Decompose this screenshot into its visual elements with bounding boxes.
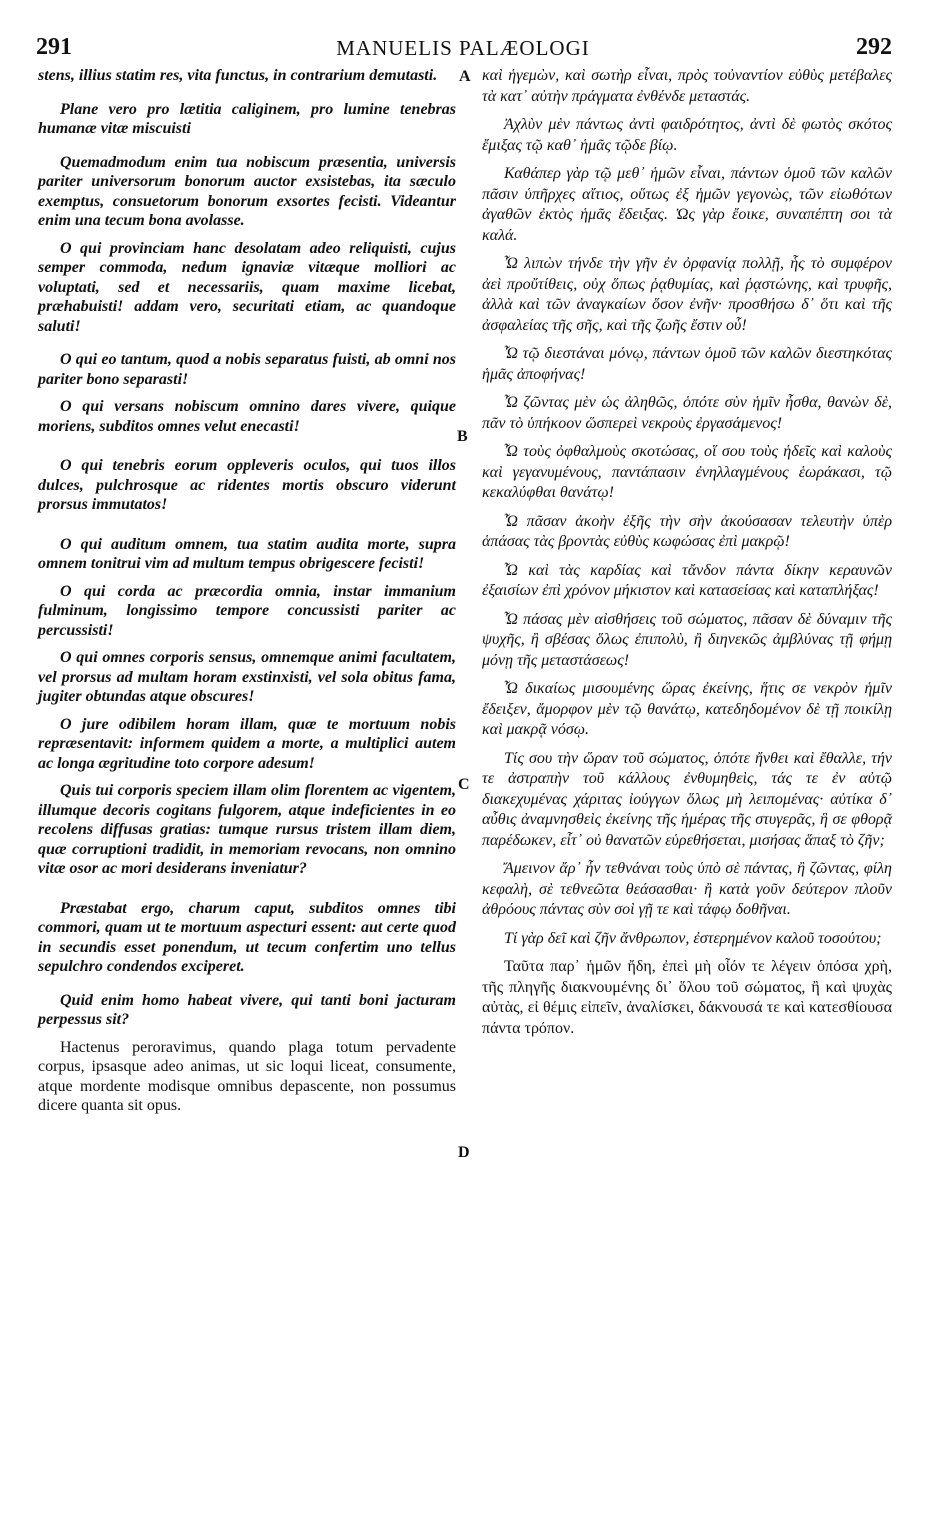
greek-paragraph: Ὦ λιπὼν τήνδε τὴν γῆν ἐν ὀρφανίᾳ πολλῇ, ἧς τὸ συμφέρον ἀεὶ προὔτίθεις, οὐχ ὅπως ῥᾳθυμίας, καὶ ῥᾳστώνης, καὶ τρυφῆς, ἀλλὰ καὶ τῶν ἀναγκαίων ὅσον ἐνῆν· προσθήσω δ᾽ ὅτι καὶ τῆς ἀσφαλείας τῆς σῆς, καὶ τῆς ζωῆς ἔστιν οὗ!	[482, 255, 892, 334]
greek-paragraph: Καθάπερ γὰρ τῷ μεθ᾽ ἡμῶν εἶναι, πάντων ὁμοῦ τῶν καλῶν πᾶσιν ὑπῆρχες αἴτιος, οὕτως ἐξ ἡμῶν γεγονὼς, τῶν εἰωθότων ἀγαθῶν ἐκτὸς ἡμᾶς ἔδειξας. Ὡς γὰρ ἔοικε, συναπέπτη σοι τὰ καλά.	[482, 165, 892, 244]
latin-paragraph: Quemadmodum enim tua nobiscum præsentia, universis pariter universorum bonorum auctor exsistebas, ita sæculo exemptus, consuetorum bonorum exsortes fecisti. Videantur enim una tecum bona avolasse.	[38, 153, 456, 229]
greek-paragraph: Ὦ καὶ τὰς καρδίας καὶ τἄνδον πάντα δίκην κεραυνῶν ἐξαισίων ἐπὶ χρόνον μήκιστον καὶ κατασείσας καὶ καταπλήξας!	[482, 561, 892, 599]
latin-paragraph: O qui provinciam hanc desolatam adeo reliquisti, cujus semper commoda, nedum ignaviæ vitæque molliori ac voluptati, sed et necessariis, quam maxime licebat, præhabuisti! addam vero, securitati etiam, ac quandoque saluti!	[38, 239, 456, 335]
greek-paragraph: Ταῦτα παρ᾽ ἡμῶν ἤδη, ἐπεὶ μὴ οἷόν τε λέγειν ὁπόσα χρὴ, τῆς πληγῆς διακνουμένης δι᾽ ὅλου τοῦ σώματος, ἢ καὶ ψυχὰς αὐτὰς, εἰ θέμις εἰπεῖν, ἀναλίσκει, δάκνουσά τε καὶ κατεσθίουσα πάντα τρόπον.	[482, 958, 892, 1037]
latin-paragraph: Hactenus peroravimus, quando plaga totum pervadente corpus, ipsasque adeo animas, ut sic loqui liceat, consumente, atque mordente modisque omnibus depascente, non possumus dicere quanta sit opus.	[38, 1038, 456, 1114]
section-marker-b: B	[457, 428, 468, 445]
greek-paragraph: Ἄμεινον ἄρ᾽ ἦν τεθνάναι τοὺς ὑπὸ σὲ πάντας, ἢ ζῶντας, φίλη κεφαλὴ, σὲ τεθνεῶτα θεάσασθαι· ἢ κατὰ γοῦν δεύτερον πλοῦν ἀθρόους πάντας σὺν σοὶ γῇ τε καὶ τάφῳ δοθῆναι.	[482, 860, 892, 918]
latin-paragraph: O qui eo tantum, quod a nobis separatus fuisti, ab omni nos pariter bono separasti!	[38, 351, 456, 388]
latin-paragraph: Plane vero pro lætitia caliginem, pro lumine tenebras humanæ vitæ miscuisti	[38, 100, 456, 137]
greek-paragraph: Ὦ πάσας μὲν αἰσθήσεις τοῦ σώματος, πᾶσαν δὲ δύναμιν τῆς ψυχῆς, ἢ σβέσας ὅλως ἐπιπολὺ, ἢ διηνεκῶς ἀμβλύνας τῇ φήμῃ μόνῃ τῆς μεταστάσεως!	[482, 610, 892, 669]
latin-paragraph: Quid enim homo habeat vivere, qui tanti boni jacturam perpessus sit?	[38, 991, 456, 1028]
greek-column	[482, 66, 892, 1047]
latin-paragraph: O qui auditum omnem, tua statim audita morte, supra omnem tonitrui vim ad multum tempus obrigescere fecisti!	[38, 535, 456, 572]
greek-paragraph: Ὦ τῷ διεστάναι μόνῳ, πάντων ὁμοῦ τῶν καλῶν διεστηκότας ἡμᾶς ἀποφήνας!	[482, 345, 892, 383]
latin-paragraph: O qui omnes corporis sensus, omnemque animi facultatem, vel prorsus ad multam horam exstinxisti, vel sola obitus fama, jugiter obtundas atque obscures!	[38, 649, 456, 705]
right-page-number: 292	[856, 34, 892, 60]
greek-paragraph: Τίς σου τὴν ὥραν τοῦ σώματος, ὁπότε ἤνθει καὶ ἔθαλλε, τήν τε ἀστραπὴν τοῦ κάλλους ἐνθυμηθεὶς, τάς τε ἐν αὐτῷ διακεχυμένας χάριτας ἰούγγων ὅλως μὴ λειπομένας· αὐτίκα δ᾽ αὖθις ἀναμνησθεὶς ἐκείνης τῆς ἡμέρας τῆς στυγερᾶς, ἣ σε φθορᾷ παρέδωκεν, εἶτ᾽ οὐ θανατῶν εὑρεθήσεται, μισήσας ἅπαξ τὸ ζῆν;	[482, 749, 892, 849]
greek-paragraph: Ὦ δικαίως μισουμένης ὥρας ἐκείνης, ἥτις σε νεκρὸν ἡμῖν ἔδειξεν, ἄμορφον μὲν τῷ θανάτῳ, κατεδηδομένον δὲ τῇ ποικίλῃ καὶ μακρᾷ νόσῳ.	[482, 680, 892, 738]
page-header	[30, 30, 896, 70]
section-marker-c: C	[458, 776, 470, 793]
latin-column	[38, 66, 456, 1124]
latin-paragraph: stens, illius statim res, vita functus, in contrarium demutasti.	[38, 67, 438, 84]
latin-paragraph: O qui corda ac præcordia omnia, instar immanium fulminum, longissimo tempore concussisti pariter ac percussisti!	[38, 582, 456, 639]
latin-paragraph: O qui versans nobiscum omnino dares vivere, quique moriens, subditos omnes velut enecasti!	[38, 398, 456, 435]
latin-paragraph: O jure odibilem horam illam, quæ te mortuum nobis repræsentavit: informem quidem a morte, a multiplici autem ac longa ægritudine toto corpore adesum!	[38, 715, 456, 772]
latin-paragraph: O qui tenebris eorum oppleveris oculos, qui tuos illos dulces, pulchrosque ac ridentes mortis obscuro viderunt prorsus immutatos!	[38, 457, 456, 513]
greek-paragraph: καὶ ἡγεμὼν, καὶ σωτὴρ εἶναι, πρὸς τοὐναντίον εὐθὺς μετέβαλες τὰ κατ᾽ αὐτὴν πράγματα ἐνθένδε μεταστάς.	[482, 67, 892, 105]
left-page-number: 291	[36, 34, 72, 60]
greek-paragraph: Ἀχλὺν μὲν πάντως ἀντὶ φαιδρότητος, ἀντὶ δὲ φωτὸς σκότος ἔμιξας τῷ καθ᾽ ἡμᾶς τῷδε βίῳ.	[482, 116, 892, 154]
running-title: MANUELIS PALÆOLOGI	[336, 36, 590, 60]
latin-paragraph: Quis tui corporis speciem illam olim florentem ac vigentem, illumque decoris cogitans fulgorem, atque indeficientes in eo recolens diffusas gratias: tumque rursus tristem illam diem, quæ corruptioni tradidit, in memoriam revocans, non omnino vitæ osor ac mori desiderans inveniatur?	[38, 782, 456, 877]
latin-paragraph: Præstabat ergo, charum caput, subditos omnes tibi commori, quam ut te mortuum aspecturi essent: aut certe quod in secundis esset ponendum, ut tecum confertim uno tellus sepulchro condendos exciperet.	[38, 899, 456, 975]
section-marker-d: D	[458, 1144, 470, 1161]
greek-paragraph: Ὦ πᾶσαν ἀκοὴν ἐξῆς τὴν σὴν ἀκούσασαν τελευτὴν ὑπὲρ ἁπάσας τὰς βροντὰς εὐθὺς κωφώσας ἐπὶ μακρῷ!	[482, 512, 892, 550]
section-marker-a: A	[459, 68, 471, 85]
greek-paragraph: Ὦ τοὺς ὀφθαλμοὺς σκοτώσας, οἵ σου τοὺς ἡδεῖς καὶ καλοὺς καὶ γεγανυμένους, παντάπασιν ἐνηλλαγμένους ἑωράκασι, τῷ κεκαλύφθαι θανάτῳ!	[482, 443, 892, 501]
greek-paragraph: Τί γὰρ δεῖ καὶ ζῆν ἄνθρωπον, ἐστερημένον καλοῦ τοσούτου;	[504, 929, 882, 947]
greek-paragraph: Ὦ ζῶντας μὲν ὡς ἀληθῶς, ὁπότε σὺν ἡμῖν ἦσθα, θανὼν δὲ, πᾶν τὸ ὑπήκοον ὥσπερεὶ νεκροὺς ἐργασάμενος!	[482, 394, 892, 432]
